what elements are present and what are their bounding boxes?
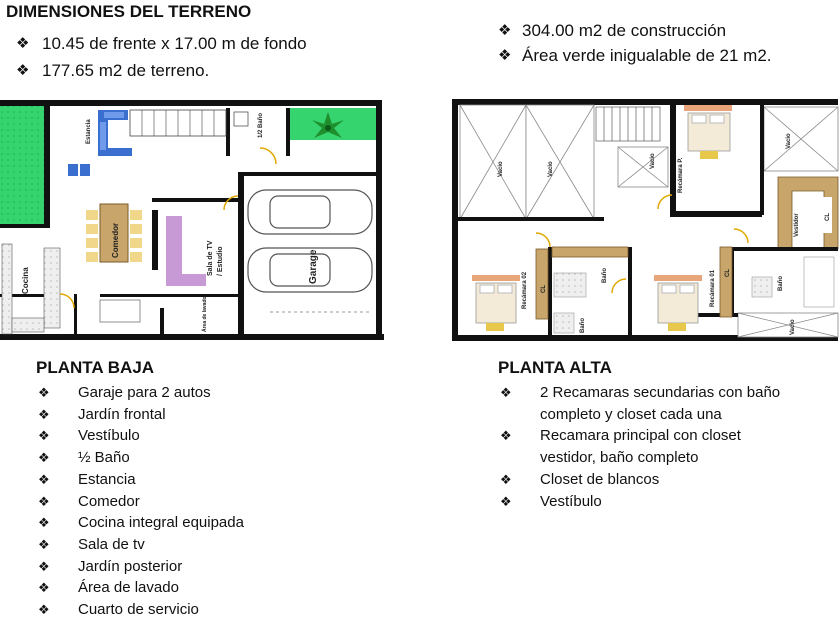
stairs: [130, 110, 226, 136]
door-swing: [260, 148, 276, 164]
closet: [536, 249, 548, 319]
diamond-bullet-icon: ❖: [38, 493, 50, 509]
bullet-frente: [16, 34, 307, 54]
list-item: ❖ 2 Recamaras secundarias con baño completo y closet cada una: [500, 384, 781, 423]
label-sala-tv: Sala de TV: [207, 240, 214, 276]
label-recamara-02: Recámara 02: [522, 271, 528, 309]
door-swing: [536, 233, 550, 247]
stairs: [596, 107, 660, 141]
label-medio-bano: 1/2 Baño: [258, 112, 264, 138]
diamond-bullet-icon: ❖: [38, 471, 50, 487]
label-bano-b: Baño: [580, 318, 586, 333]
bullet-terreno: [16, 61, 209, 81]
page-title: DIMENSIONES DEL TERRENO: [6, 2, 252, 21]
bullet-construccion: [498, 21, 726, 41]
toilet-icon: [234, 112, 248, 126]
diamond-bullet-icon: ❖: [38, 450, 50, 466]
list-item: ❖ ½ Baño: [38, 447, 244, 469]
list-item: ❖ Vestíbulo: [500, 491, 780, 513]
list-item: ❖ Jardín frontal: [38, 404, 244, 426]
diamond-bullet-icon: ❖: [38, 536, 50, 552]
planta-baja-list: [38, 382, 244, 621]
label-bano-c: Baño: [778, 276, 784, 291]
list-item: ❖ Área de lavado: [38, 577, 244, 599]
label-bano-a: Baño: [602, 268, 608, 283]
bed-icon: [654, 275, 702, 331]
bullet-area-verde: [498, 46, 772, 66]
label-recamara-p: Recámara P.: [678, 157, 684, 193]
label-cl-vestidor: CL: [825, 213, 831, 221]
diamond-bullet-icon: ❖: [500, 493, 512, 509]
diamond-bullet-icon: ❖: [16, 62, 30, 79]
bed-icon: [684, 105, 732, 159]
diamond-bullet-icon: ❖: [38, 428, 50, 444]
kitchen-counter: [2, 244, 60, 334]
bullet-text: 177.65 m2 de terreno.: [42, 61, 210, 80]
diamond-bullet-icon: ❖: [498, 47, 512, 64]
list-item: ❖ Cuarto de servicio: [38, 599, 244, 621]
label-cl-02: CL: [541, 285, 547, 293]
floor-plan-planta-baja: [0, 98, 384, 342]
bullet-text: Área verde inigualable de 21 m2.: [522, 46, 772, 65]
label-vestidor: Vestidor: [794, 213, 800, 237]
diamond-bullet-icon: ❖: [500, 471, 512, 487]
label-cocina: Cocina: [21, 267, 30, 294]
label-recamara-01: Recámara 01: [710, 269, 716, 307]
list-item: ❖ Estancia: [38, 469, 244, 491]
diamond-bullet-icon: ❖: [500, 428, 512, 444]
diamond-bullet-icon: ❖: [38, 406, 50, 422]
diamond-bullet-icon: ❖: [38, 602, 50, 618]
planta-alta-list: [500, 382, 780, 512]
label-vacio-2: Vacio: [548, 161, 554, 177]
planta-alta-title: PLANTA ALTA: [498, 358, 612, 377]
diamond-bullet-icon: ❖: [16, 35, 30, 52]
label-vacio-3: Vacio: [650, 153, 656, 169]
diamond-bullet-icon: ❖: [38, 580, 50, 596]
list-item: ❖ Comedor: [38, 491, 244, 513]
planta-baja-title: PLANTA BAJA: [36, 358, 155, 377]
label-vacio-1: Vacio: [498, 161, 504, 177]
diamond-bullet-icon: ❖: [498, 22, 512, 39]
floor-plan-planta-alta: [452, 97, 840, 343]
list-item: ❖ Cocina integral equipada: [38, 512, 244, 534]
label-estudio: / Estudio: [217, 246, 224, 276]
label-area-lavado: Área de lavado: [202, 296, 208, 332]
diamond-bullet-icon: ❖: [38, 385, 50, 400]
diamond-bullet-icon: ❖: [38, 515, 50, 531]
bullet-text: 304.00 m2 de construcción: [522, 21, 727, 40]
wall: [0, 100, 380, 106]
list-item: ❖ Vestíbulo: [38, 425, 244, 447]
label-cl-01: CL: [725, 269, 731, 277]
bullet-text: 10.45 de frente x 17.00 m de fondo: [42, 34, 307, 53]
label-estancia: Estancia: [86, 119, 92, 144]
label-comedor: Comedor: [111, 222, 120, 258]
label-garage: Garage: [308, 249, 319, 284]
sofa-icon: [98, 110, 132, 156]
list-item: ❖ Sala de tv: [38, 534, 244, 556]
list-item: ❖ Jardín posterior: [38, 556, 244, 578]
bed-icon: [100, 300, 140, 322]
diamond-bullet-icon: ❖: [500, 385, 512, 400]
list-item: ❖ Closet de blancos: [500, 469, 780, 491]
label-vacio-5: Vacio: [790, 319, 796, 335]
bed-icon: [472, 275, 520, 331]
list-item: ❖ Recamara principal con closet vestidor, baño completo: [500, 427, 741, 467]
list-item: ❖ Garaje para 2 autos: [38, 382, 244, 404]
diamond-bullet-icon: ❖: [38, 558, 50, 574]
label-vacio-4: Vacio: [786, 133, 792, 149]
